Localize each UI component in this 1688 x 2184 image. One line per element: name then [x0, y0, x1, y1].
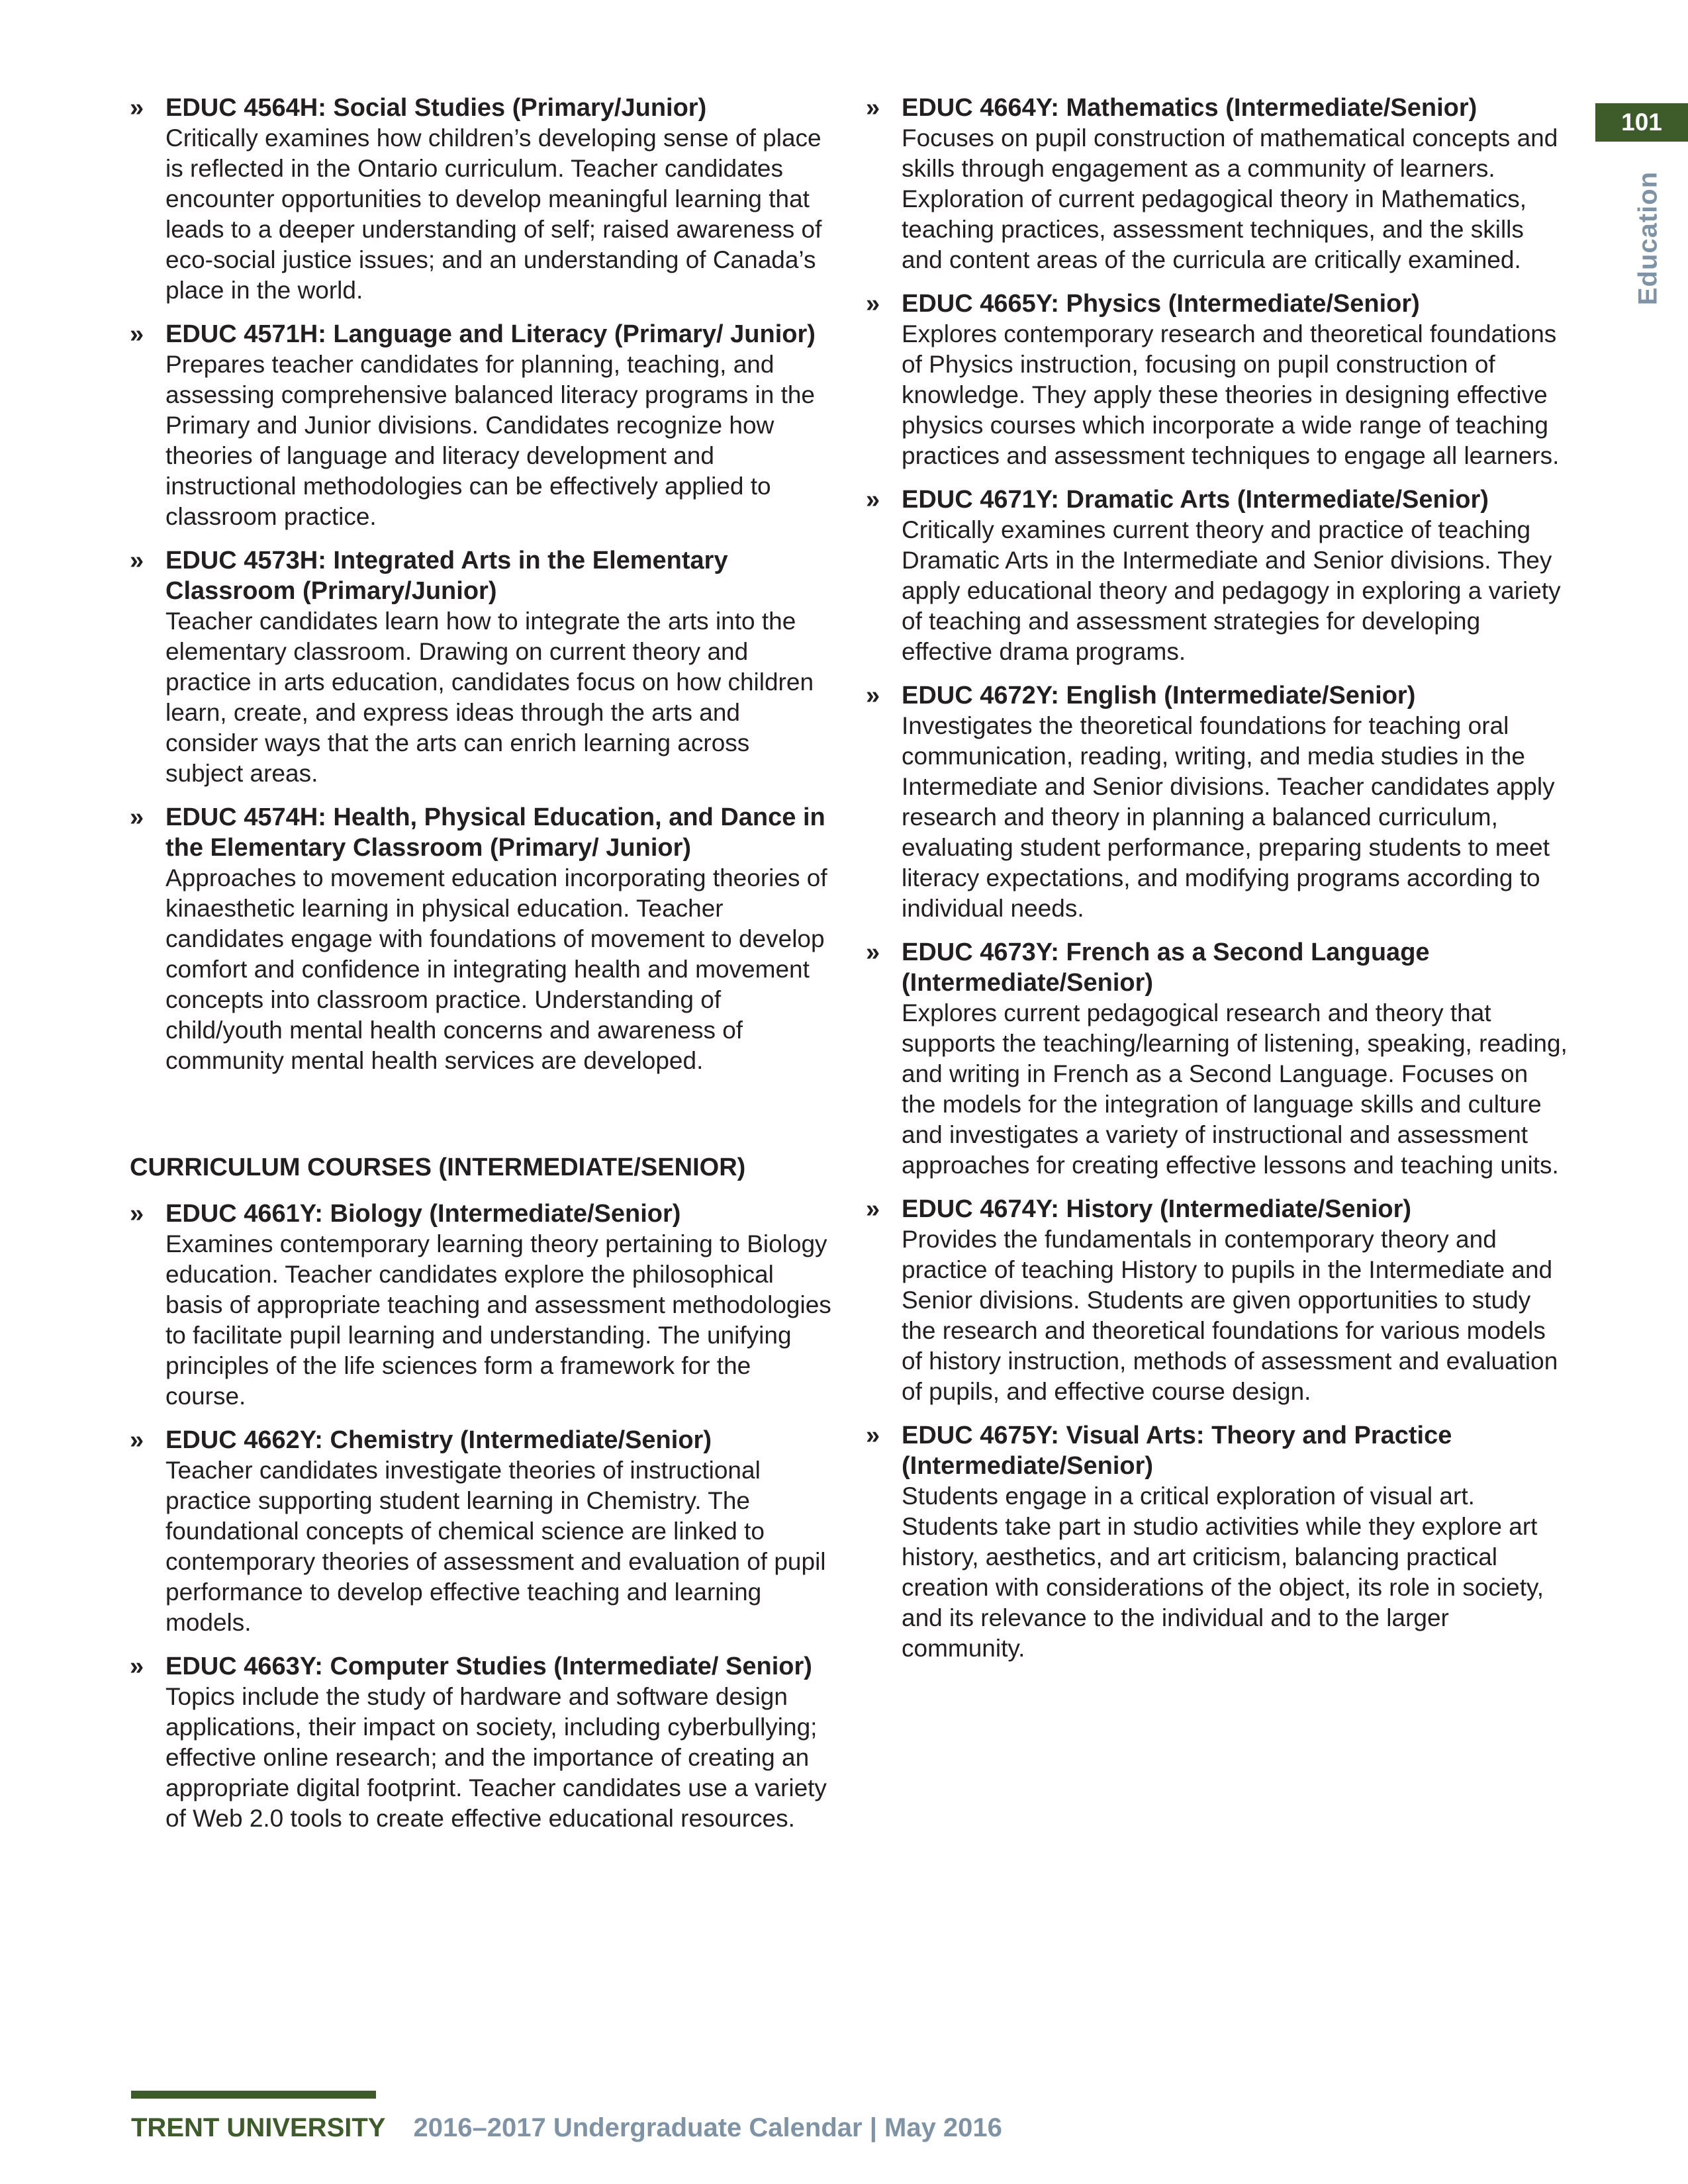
- bullet-marker: »: [866, 94, 880, 122]
- section-tab: [1633, 172, 1664, 304]
- course-title: » EDUC 4573H: Integrated Arts in the Elementary Classroom (Primary/Junior): [130, 547, 728, 605]
- bullet-marker: »: [866, 682, 880, 709]
- course-title: » EDUC 4664Y: Mathematics (Intermediate/Senior): [866, 94, 1477, 122]
- section-heading: CURRICULUM COURSES (INTERMEDIATE/SENIOR): [130, 1154, 746, 1181]
- course-entry: [866, 1194, 1568, 1407]
- course-entry: [130, 545, 831, 789]
- course-entry: [866, 484, 1568, 667]
- course-description: Explores contemporary research and theoretical foundations of Physics instruction, focusing on pupil construction of knowledge. They apply these theories in designing effective physics courses which incorporate a wide range of teaching practices and assessment techniques to engage all learners.: [902, 320, 1560, 469]
- bullet-marker: »: [866, 1422, 880, 1449]
- course-entry: [130, 319, 831, 532]
- course-description: Investigates the theoretical foundations for teaching oral communication, reading, writing, and media studies in the Intermediate and Senior divisions. Teacher candidates apply research and theory in planning a balanced curriculum, evaluating student performance, preparing students to meet literacy expectations, and modifying programs according to individual needs.: [902, 712, 1555, 922]
- course-title: » EDUC 4673Y: French as a Second Language (Intermediate/Senior): [866, 938, 1430, 997]
- course-description: Critically examines how children’s developing sense of place is reflected in the Ontario curriculum. Teacher candidates encounter opportunities to develop meaningful learning that leads to a deeper understanding of self; raised awareness of eco-social justice issues; and an understanding of Canada’s place in the world.: [165, 124, 822, 304]
- footer-rule: [131, 2091, 376, 2099]
- course-description: Examines contemporary learning theory pertaining to Biology education. Teacher candidates explore the philosophical basis of appropriate teaching and assessment methodologies to facilitate pupil learning and understanding. The unifying principles of the life sciences form a framework for the course.: [165, 1230, 831, 1410]
- right-column: [866, 93, 1568, 1677]
- course-description: Critically examines current theory and practice of teaching Dramatic Arts in the Intermediate and Senior divisions. They apply educational theory and pedagogy in exploring a variety of teaching and assessment strategies for developing effective drama programs.: [902, 516, 1561, 665]
- course-description: Teacher candidates learn how to integrate the arts into the elementary classroom. Drawing on current theory and practice in arts education, candidates focus on how children learn, create, and express ideas through the arts and consider ways that the arts can enrich learning across subject areas.: [165, 608, 814, 787]
- bullet-marker: »: [130, 94, 144, 122]
- course-description: Students engage in a critical exploration of visual art. Students take part in studio activities while they explore art history, aesthetics, and art criticism, balancing practical creation with considerations of the object, its role in society, and its relevance to the individual and to the larger community.: [902, 1482, 1544, 1662]
- course-title: » EDUC 4672Y: English (Intermediate/Senior): [866, 682, 1416, 709]
- left-column: [130, 93, 831, 1847]
- page-number-badge: 101: [1595, 103, 1688, 142]
- course-title: » EDUC 4661Y: Biology (Intermediate/Senior): [130, 1200, 681, 1228]
- course-description: Prepares teacher candidates for planning, teaching, and assessing comprehensive balanced literacy programs in the Primary and Junior divisions. Candidates recognize how theories of language and literacy development and instructional methodologies can be effectively applied to classroom practice.: [165, 351, 816, 530]
- course-entry: [866, 937, 1568, 1181]
- bullet-marker: »: [866, 290, 880, 318]
- course-description: Teacher candidates investigate theories of instructional practice supporting student learning in Chemistry. The foundational concepts of chemical science are linked to contemporary theories of assessment and evaluation of pupil performance to develop effective teaching and learning models.: [165, 1457, 826, 1636]
- course-title: » EDUC 4571H: Language and Literacy (Primary/ Junior): [130, 320, 816, 348]
- course-description: Explores current pedagogical research and theory that supports the teaching/learning of listening, speaking, reading, and writing in French as a Second Language. Focuses on the models for the integration of language skills and culture and investigates a variety of instructional and assessment approaches for creating effective lessons and teaching units.: [902, 999, 1568, 1179]
- course-description: Approaches to movement education incorporating theories of kinaesthetic learning in physical education. Teacher candidates engage with foundations of movement to develop comfort and confidence in integrating health and movement concepts into classroom practice. Understanding of child/youth mental health concerns and awareness of community mental health services are developed.: [165, 864, 827, 1074]
- course-title: » EDUC 4574H: Health, Physical Education, and Dance in the Elementary Classroom (Primary/ Junior): [130, 803, 825, 862]
- course-title: » EDUC 4564H: Social Studies (Primary/Junior): [130, 94, 707, 122]
- course-title: » EDUC 4671Y: Dramatic Arts (Intermediate/Senior): [866, 486, 1489, 514]
- footer-university: TRENT UNIVERSITY: [131, 2113, 386, 2142]
- bullet-marker: »: [866, 1195, 880, 1223]
- bullet-marker: »: [130, 1426, 144, 1454]
- bullet-marker: »: [866, 938, 880, 966]
- course-title: » EDUC 4663Y: Computer Studies (Intermediate/ Senior): [130, 1653, 812, 1680]
- bullet-marker: »: [866, 486, 880, 514]
- course-entry: [866, 289, 1568, 471]
- course-title: » EDUC 4662Y: Chemistry (Intermediate/Senior): [130, 1426, 712, 1454]
- bullet-marker: »: [130, 1653, 144, 1680]
- bullet-marker: »: [130, 803, 144, 831]
- course-title: » EDUC 4665Y: Physics (Intermediate/Senior): [866, 290, 1420, 318]
- course-entry: [130, 1199, 831, 1412]
- footer: [131, 2111, 1002, 2144]
- course-title: » EDUC 4675Y: Visual Arts: Theory and Practice (Intermediate/Senior): [866, 1422, 1452, 1480]
- course-entry: [130, 93, 831, 306]
- bullet-marker: »: [130, 320, 144, 348]
- course-entry: [130, 802, 831, 1076]
- course-description: Focuses on pupil construction of mathematical concepts and skills through engagement as a community of learners. Exploration of current pedagogical theory in Mathematics, teaching practices, assessment techniques, and the skills and content areas of the curricula are critically examined.: [902, 124, 1558, 273]
- course-description: Topics include the study of hardware and software design applications, their impact on society, including cyberbullying; effective online research; and the importance of creating an appropriate digital footprint. Teacher candidates use a variety of Web 2.0 tools to create effective educational resources.: [165, 1683, 827, 1832]
- course-description: Provides the fundamentals in contemporary theory and practice of teaching History to pupils in the Intermediate and Senior divisions. Students are given opportunities to study the research and theoretical foundations for various models of history instruction, methods of assessment and evaluation of pupils, and effective course design.: [902, 1226, 1558, 1405]
- bullet-marker: »: [130, 547, 144, 574]
- course-entry: [866, 680, 1568, 924]
- course-title: » EDUC 4674Y: History (Intermediate/Senior): [866, 1195, 1412, 1223]
- course-entry: [130, 1651, 831, 1834]
- section-tab-label: Education: [1633, 171, 1663, 306]
- course-entry: [866, 1420, 1568, 1664]
- bullet-marker: »: [130, 1200, 144, 1228]
- course-entry: [130, 1425, 831, 1638]
- course-entry: [866, 93, 1568, 275]
- footer-calendar: 2016–2017 Undergraduate Calendar | May 2016: [413, 2113, 1002, 2142]
